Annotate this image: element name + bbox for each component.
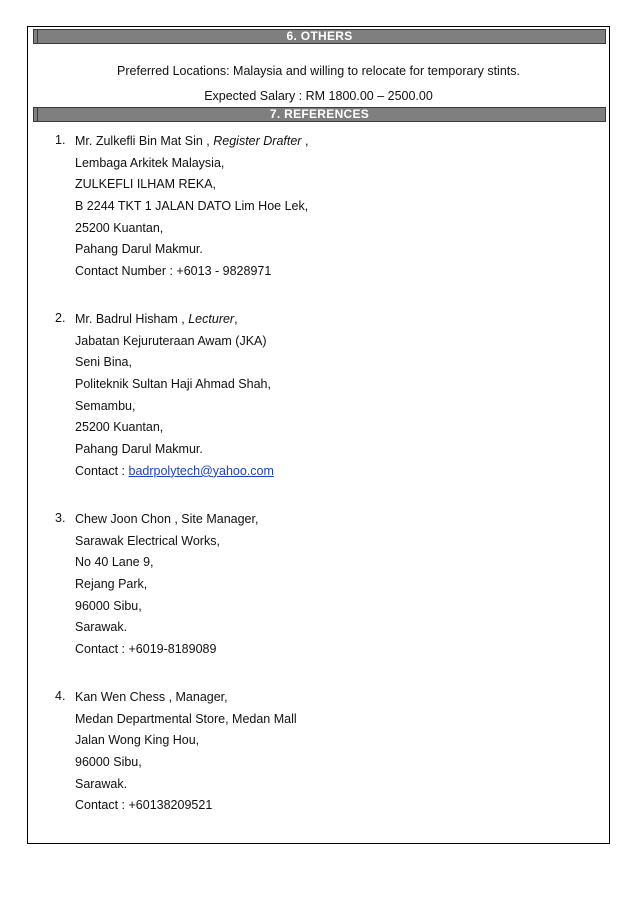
reference-name-suffix: , [301, 134, 309, 148]
reference-number: 2. [55, 311, 66, 325]
reference-address-line: Seni Bina, [75, 355, 132, 370]
expected-salary-text: Expected Salary : RM 1800.00 – 2500.00 [204, 89, 433, 103]
reference-address-line: 96000 Sibu, [75, 755, 142, 770]
reference-address-line: Politeknik Sultan Haji Ahmad Shah, [75, 377, 271, 392]
reference-address-line: 25200 Kuantan, [75, 220, 164, 235]
reference-name: Mr. Badrul Hisham , [75, 312, 189, 326]
reference-address-line: Sarawak. [75, 620, 128, 635]
reference-number: 3. [55, 511, 66, 525]
reference-name-line: Chew Joon Chon , Site Manager, [75, 512, 259, 526]
reference-contact: Contact : +60138209521 [75, 798, 213, 813]
reference-details [75, 133, 308, 285]
reference-address-line: Rejang Park, [75, 577, 148, 592]
reference-contact [75, 463, 274, 485]
reference-role: Register Drafter [213, 134, 302, 148]
reference-details [75, 689, 297, 819]
reference-contact: Contact Number : +6013 - 9828971 [75, 264, 272, 279]
reference-address-line: Pahang Darul Makmur. [75, 242, 203, 257]
reference-address-line: Medan Departmental Store, Medan Mall [75, 711, 297, 726]
reference-name-suffix: , [234, 312, 238, 326]
reference-address-line: 96000 Sibu, [75, 598, 142, 613]
reference-name-line: Kan Wen Chess , Manager, [75, 690, 228, 704]
reference-name-line [75, 311, 274, 333]
reference-name: Mr. Zulkefli Bin Mat Sin , [75, 134, 214, 148]
reference-number: 1. [55, 133, 66, 147]
reference-address-line: B 2244 TKT 1 JALAN DATO Lim Hoe Lek, [75, 199, 309, 214]
email-link[interactable]: badrpolytech@yahoo.com [128, 463, 274, 478]
reference-details [75, 511, 258, 663]
reference-contact-label: Contact : [75, 463, 129, 478]
reference-contact: Contact : +6019-8189089 [75, 642, 217, 657]
reference-address-line: No 40 Lane 9, [75, 555, 154, 570]
reference-role: Lecturer [188, 312, 235, 326]
reference-address-line: 25200 Kuantan, [75, 420, 164, 435]
preferred-locations-text: Preferred Locations: Malaysia and willing to relocate for temporary stints. [117, 64, 520, 78]
reference-name-line [75, 133, 308, 155]
reference-address-line: Jabatan Kejuruteraan Awam (JKA) [75, 333, 267, 348]
others-section-heading: 6. OTHERS [33, 29, 606, 44]
reference-address-line: Semambu, [75, 398, 136, 413]
reference-address-line: Sarawak Electrical Works, [75, 533, 220, 548]
reference-address-line: Lembaga Arkitek Malaysia, [75, 155, 225, 170]
reference-details [75, 311, 274, 485]
reference-number: 4. [55, 689, 66, 703]
reference-address-line: Pahang Darul Makmur. [75, 442, 203, 457]
reference-address-line: Sarawak. [75, 776, 128, 791]
references-section-heading: 7. REFERENCES [33, 107, 606, 122]
reference-address-line: ZULKEFLI ILHAM REKA, [75, 177, 217, 192]
reference-address-line: Jalan Wong King Hou, [75, 733, 200, 748]
